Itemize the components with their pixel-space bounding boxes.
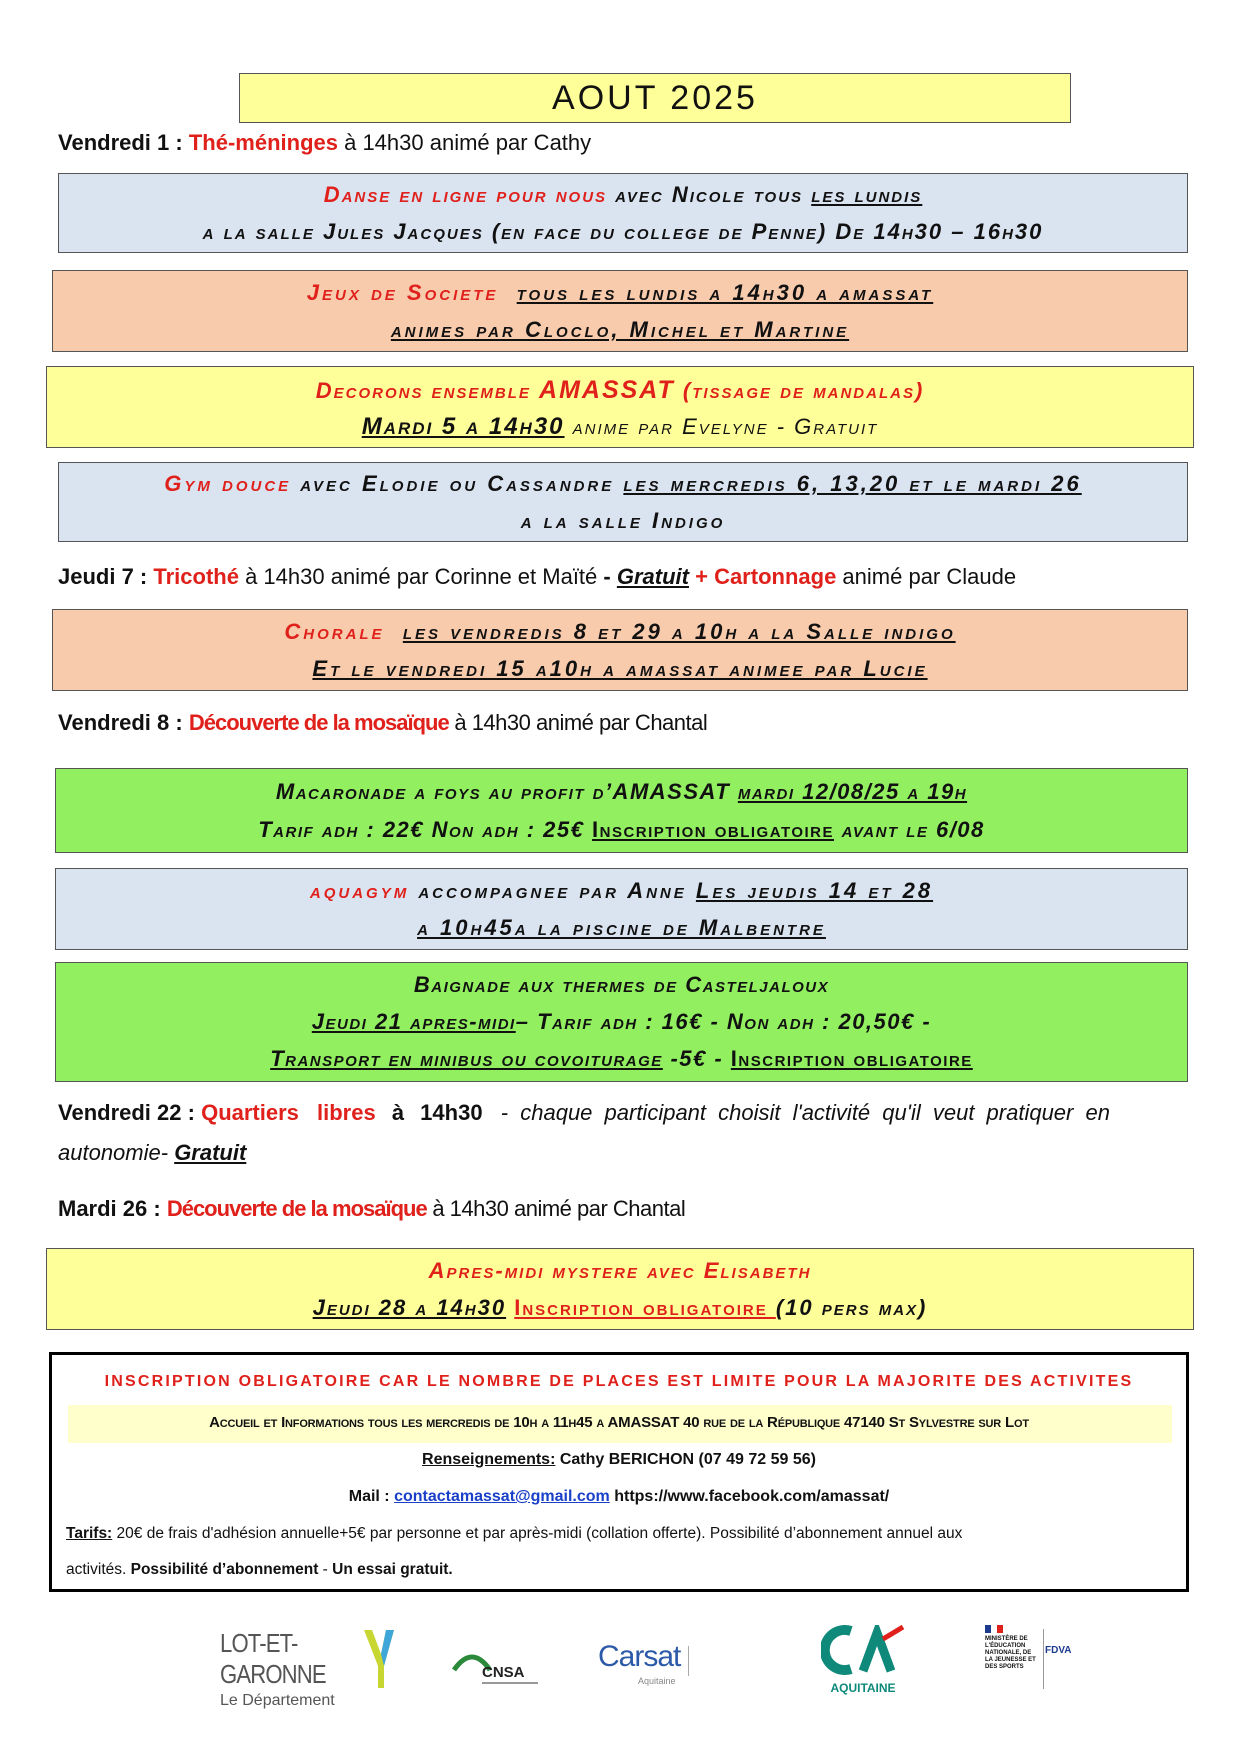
event-time: à 14h30 [375,1100,483,1125]
box-line-1 [56,779,1187,805]
tarifs-line-1 [66,1525,1186,1543]
event-activity: Tricothé [153,564,239,589]
box-line-2: a la salle Indigo [520,508,726,533]
renseignements-label: Renseignements: [422,1451,556,1468]
event-activity: Thé-méninges [188,130,338,155]
tarifs-line-2 [66,1561,1186,1579]
box-danse-en-ligne [58,173,1188,253]
box-jeux-de-societe [52,270,1188,352]
logo-fdva-text: FDVA [1045,1645,1072,1656]
activity-name: Jeux de Societe [306,280,499,305]
logo-ca-sub: AQUITAINE [830,1681,896,1695]
event-activity: Découverte de la mosaïque [188,710,449,735]
event-details: - chaque participant choisit l'activité qu'il veut pratiquer en [488,1100,1110,1125]
event-line-vendredi-22-cont [58,1140,246,1166]
event-details: animé par Claude [836,564,1017,589]
info-box [49,1352,1189,1592]
box-line-3 [56,1046,1187,1072]
tarifs-label: Tarifs: [66,1525,113,1542]
logo-carsat [598,1640,728,1690]
logo-credit-agricole [818,1625,908,1700]
box-line-1 [59,182,1187,208]
activity-name: aquagym [309,878,410,903]
inscription-warning: INSCRIPTION OBLIGATOIRE CAR LE NOMBRE DE PLACES EST LIMITE POUR LA MAJORITE DES ACTIVITES [104,1373,1134,1390]
event-details: autonomie- [58,1140,175,1165]
activity-details: avec Elodie ou Cassandre [291,471,624,496]
logo-ministere [985,1625,1105,1700]
event-details: à 14h30 animé par Cathy [337,130,592,155]
separator: + [688,564,715,589]
transport: Transport en minibus ou covoiturage [270,1046,663,1071]
renseignements-value: Cathy BERICHON (07 49 72 59 56) [555,1451,816,1468]
activity-schedule: Jeudi 21 apres-midi [311,1009,516,1034]
deadline: avant le 6/08 [834,817,985,842]
box-line-2 [47,413,1193,441]
activity-name: Gym douce [164,471,292,496]
event-day: Vendredi 22 : [58,1100,195,1125]
event-line-vendredi-8 [58,710,707,736]
activity-schedule: les vendredis 8 et 29 a 10h a la Salle indigo [402,619,956,644]
box-line-2: a 10h45a la piscine de Malbentre [417,915,826,940]
logo-cnsa-text: CNSA [482,1664,525,1681]
box-line-2 [47,1295,1193,1321]
box-line-1 [47,376,1193,405]
org-name: AMASSAT [539,376,675,404]
logo-lot-subtitle: Le Département [220,1692,335,1709]
activity-name: Chorale [284,619,385,644]
logo-lot-title: LOT-ET-GARONNE [220,1628,326,1689]
box-line-1 [53,619,1187,645]
event-day: Jeudi 7 : [58,564,148,589]
divider [688,1646,689,1676]
separator: - [603,564,617,589]
event-day: Mardi 26 : [58,1196,161,1221]
event-line-jeudi-7 [58,564,1016,590]
tarifs-text: activités. [66,1561,131,1578]
logo-carsat-text: Carsat [598,1640,681,1673]
inscription-label: Inscription obligatoire [730,1046,973,1071]
event-activity: Découverte de la mosaïque [166,1196,427,1221]
activity-details: accompagnee par Anne [409,878,696,903]
event-details: à 14h30 animé par Corinne et Maïté [238,564,604,589]
abonnement-label: Possibilité d’abonnement [130,1561,319,1578]
box-line-2: Et le vendredi 15 a10h a amassat animee par Lucie [312,656,928,681]
activity-schedule: Mardi 5 a 14h30 [361,413,565,440]
logo-ministere-text: MINISTÈRE DE L'ÉDUCATION NATIONALE, DE LA JEUNESSE ET DES SPORTS [985,1636,1036,1670]
activity-schedule: Les jeudis 14 et 28 [695,878,934,903]
divider [482,1682,538,1684]
mail-link[interactable]: contactamassat@gmail.com [394,1488,610,1505]
box-baignade [55,962,1188,1082]
page-title: AOUT 2025 [239,73,1071,123]
activity-name: Macaronade a foys au profit d’AMASSAT [275,779,738,804]
flag-icon [985,1625,1003,1633]
box-aquagym [55,868,1188,950]
contact-line [52,1488,1186,1506]
logo-cnsa [452,1650,542,1695]
mail-label: Mail : [348,1488,395,1505]
divider [1043,1629,1044,1689]
activity-details: (tissage de mandalas) [674,378,925,403]
box-line-2 [56,1009,1187,1035]
box-decorons-ensemble [46,366,1194,448]
capacity: (10 pers max) [775,1295,928,1320]
box-line-1 [56,878,1187,904]
activity-schedule: tous les lundis a 14h30 a amassat [516,280,934,305]
activity-schedule: les mercredis 6, 13,20 et le mardi 26 [623,471,1082,496]
event-details: à 14h30 animé par Chantal [448,710,708,735]
box-line-2 [56,817,1187,843]
box-line-2: animes par Cloclo, Michel et Martine [390,317,850,342]
event-line-vendredi-22 [58,1100,1188,1126]
logo-lot-et-garonne [220,1628,400,1709]
tarif: Tarif adh : 22€ Non adh : 25€ [258,817,592,842]
event-day: Vendredi 8 : [58,710,183,735]
activity-schedule: Jeudi 28 a 14h30 [312,1295,507,1320]
leaf-icon [360,1628,396,1690]
gratuit-label: Gratuit [174,1140,247,1165]
box-line-1: Baignade aux thermes de Casteljaloux [413,972,830,997]
transport-price: -5€ - [662,1046,731,1071]
event-day: Vendredi 1 : [58,130,183,155]
gratuit-label: Gratuit [616,564,689,589]
box-gym-douce [58,462,1188,542]
activity-details: avec Nicole tous [607,182,812,207]
box-line-1: Apres-midi mystere avec Elisabeth [428,1258,812,1283]
event-line-vendredi-1 [58,130,591,156]
inscription-label: Inscription obligatoire [514,1295,776,1320]
box-line-1 [53,280,1187,306]
event-activity: Quartiers libres [201,1100,376,1125]
tarifs-text: 20€ de frais d'adhésion annuelle+5€ par personne et par après-midi (collation offerte). Possibilité d’abonnement annuel aux [112,1525,963,1542]
box-line-2: a la salle Jules Jacques (en face du college de Penne) De 14h30 – 16h30 [202,219,1044,244]
inscription-label: Inscription obligatoire [592,817,835,842]
box-chorale [52,609,1188,691]
facebook-link[interactable]: https://www.facebook.com/amassat/ [609,1488,890,1505]
box-macaronade [55,768,1188,853]
activity-schedule: les lundis [811,182,923,207]
tarif: – Tarif adh : 16€ - Non adh : 20,50€ - [515,1009,932,1034]
renseignements [52,1451,1186,1469]
ca-icon [821,1625,905,1675]
activity-name: Decorons ensemble [315,378,540,403]
activity-details: anime par Evelyne - Gratuit [564,414,879,439]
event-line-mardi-26 [58,1196,685,1222]
event-details: à 14h30 animé par Chantal [426,1196,686,1221]
box-apres-midi-mystere [46,1248,1194,1330]
box-line-1 [59,471,1187,497]
essai-label: Un essai gratuit. [332,1561,453,1578]
activity-schedule: mardi 12/08/25 a 19h [737,779,968,804]
accueil-info: Accueil et Informations tous les mercredis de 10h a 11h45 a AMASSAT 40 rue de la République 47140 St Sylvestre sur Lot [209,1414,1029,1431]
separator: - [318,1561,333,1578]
event-activity: Cartonnage [714,564,837,589]
logo-carsat-sub: Aquitaine [638,1676,676,1686]
activity-name: Danse en ligne pour nous [323,182,608,207]
